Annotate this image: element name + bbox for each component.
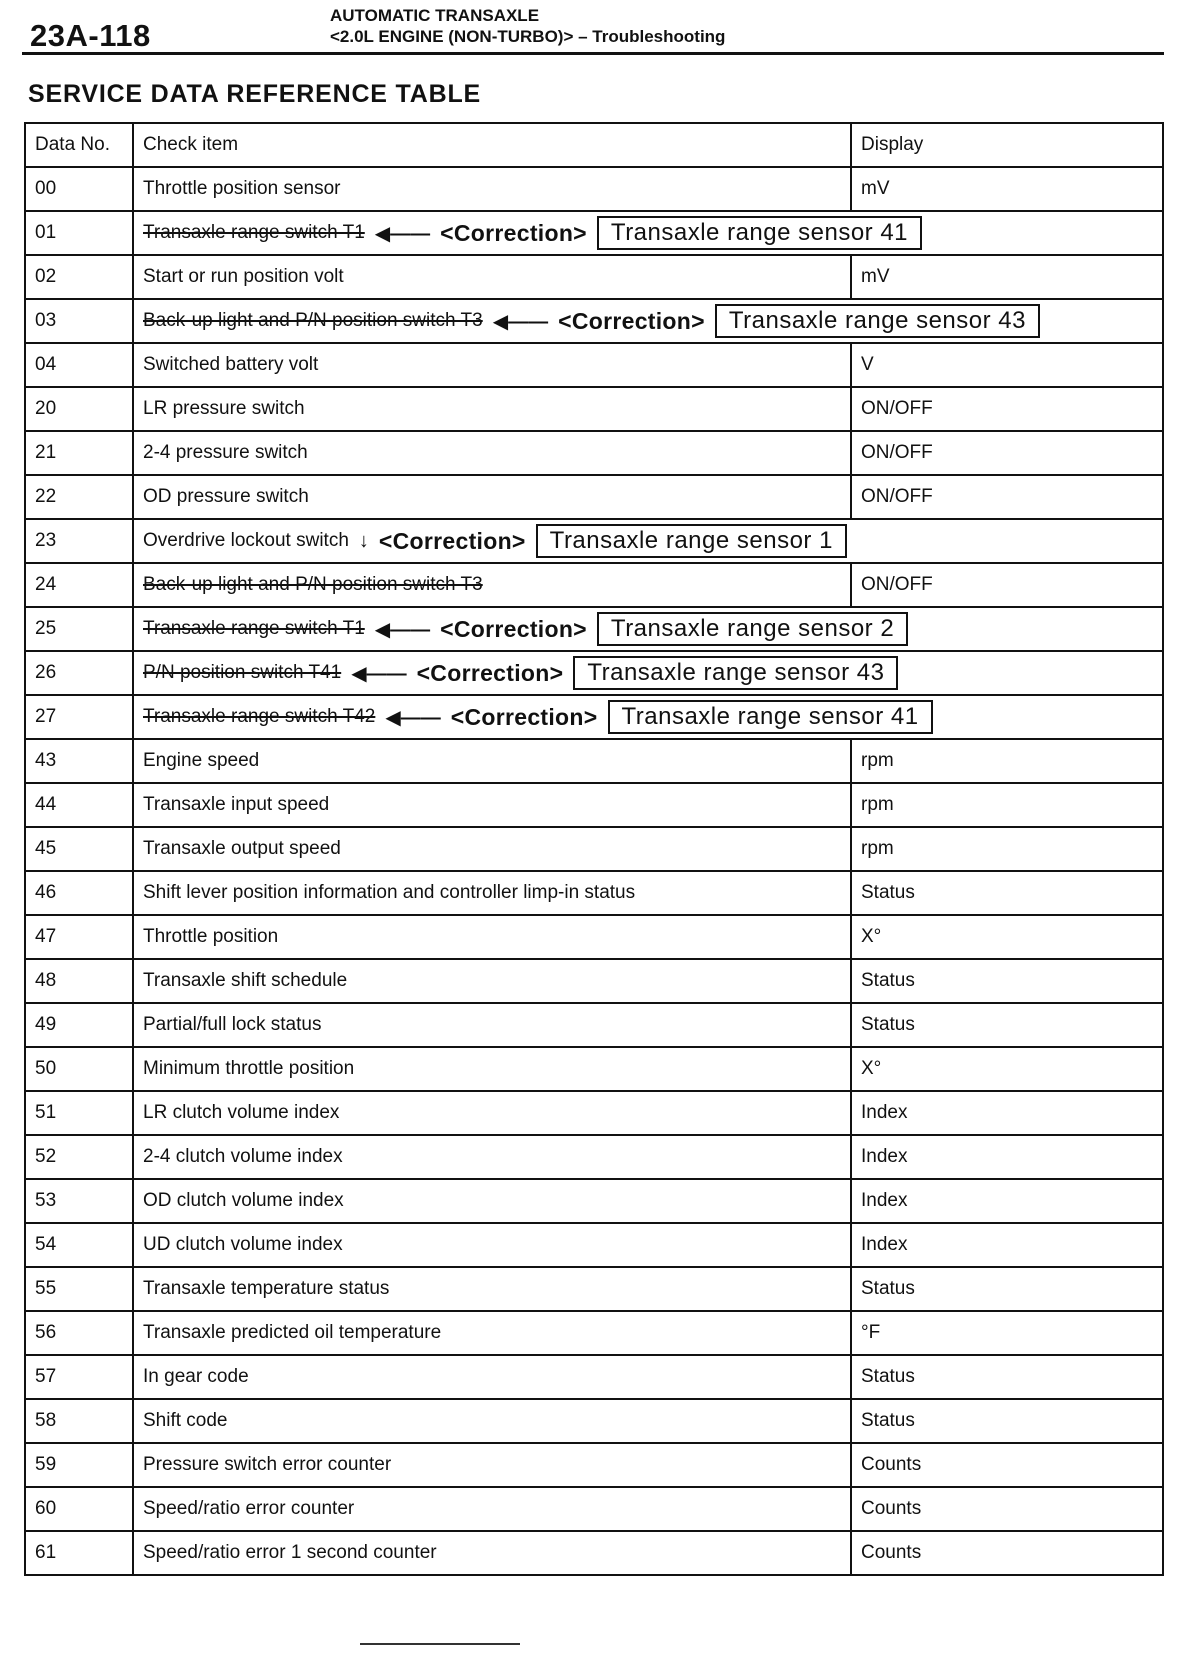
correction-label: <Correction> (558, 307, 705, 334)
table-row (25, 1355, 1163, 1399)
table-row (25, 1267, 1163, 1311)
display-cell: X° (851, 915, 1163, 959)
check-item-cell: Transaxle predicted oil temperature (133, 1311, 851, 1355)
check-item-cell: Transaxle temperature status (133, 1267, 851, 1311)
data-no-cell: 57 (25, 1355, 133, 1399)
data-no-cell: 25 (25, 607, 133, 651)
struck-item-text: Back-up light and P/N position switch T3 (143, 310, 483, 331)
display-cell: Counts (851, 1531, 1163, 1575)
table-row (25, 343, 1163, 387)
display-cell: ON/OFF (851, 431, 1163, 475)
display-cell: Status (851, 1399, 1163, 1443)
correction-label: <Correction> (378, 527, 526, 554)
data-no-cell: 55 (25, 1267, 133, 1311)
table-row (25, 1531, 1163, 1575)
data-no-cell: 22 (25, 475, 133, 519)
correction-arrow-down-icon: ↓ (358, 529, 369, 552)
data-no-cell: 49 (25, 1003, 133, 1047)
table-row-correction (25, 299, 1163, 343)
header-rule (22, 52, 1164, 55)
table-row (25, 959, 1163, 1003)
column-header-display: Display (851, 123, 1163, 167)
correction-arrow-icon: ◀—— (492, 310, 549, 333)
data-no-cell: 58 (25, 1399, 133, 1443)
data-no-cell: 03 (25, 299, 133, 343)
data-no-cell: 26 (25, 651, 133, 695)
display-cell: rpm (851, 783, 1163, 827)
display-cell: Index (851, 1091, 1163, 1135)
data-no-cell: 54 (25, 1223, 133, 1267)
check-item-text: Overdrive lockout switch (143, 530, 349, 551)
check-item-cell: Speed/ratio error 1 second counter (133, 1531, 851, 1575)
table-row-correction (25, 607, 1163, 651)
table-row (25, 1487, 1163, 1531)
data-no-cell: 21 (25, 431, 133, 475)
correction-replacement: Transaxle range sensor 43 (715, 304, 1040, 338)
section-title: SERVICE DATA REFERENCE TABLE (28, 80, 481, 108)
data-no-cell: 48 (25, 959, 133, 1003)
check-item-cell: LR clutch volume index (133, 1091, 851, 1135)
display-cell: Counts (851, 1443, 1163, 1487)
correction-arrow-icon: ◀—— (374, 222, 431, 245)
table-row (25, 739, 1163, 783)
data-no-cell: 23 (25, 519, 133, 563)
display-cell: V (851, 343, 1163, 387)
table-row (25, 431, 1163, 475)
data-no-cell: 47 (25, 915, 133, 959)
table-row (25, 255, 1163, 299)
check-item-cell: OD clutch volume index (133, 1179, 851, 1223)
check-item-cell: Transaxle output speed (133, 827, 851, 871)
table-row (25, 1135, 1163, 1179)
struck-item-text: P/N position switch T41 (143, 662, 342, 683)
display-cell: ON/OFF (851, 563, 1163, 607)
check-item-cell: Shift code (133, 1399, 851, 1443)
check-item-cell: Throttle position sensor (133, 167, 851, 211)
service-data-table (24, 122, 1164, 1576)
correction-arrow-icon: ◀—— (351, 662, 407, 685)
correction-label: <Correction> (440, 615, 587, 642)
table-row (25, 1311, 1163, 1355)
display-cell: Status (851, 1355, 1163, 1399)
check-item-cell: LR pressure switch (133, 387, 851, 431)
data-no-cell: 01 (25, 211, 133, 255)
correction-replacement: Transaxle range sensor 41 (597, 216, 922, 250)
correction-replacement: Transaxle range sensor 2 (597, 612, 908, 646)
display-cell: Counts (851, 1487, 1163, 1531)
column-header-data-no: Data No. (25, 123, 133, 167)
check-item-cell: 2-4 clutch volume index (133, 1135, 851, 1179)
check-item-cell: In gear code (133, 1355, 851, 1399)
display-cell: ON/OFF (851, 387, 1163, 431)
page-number: 23A-118 (30, 18, 151, 53)
table-row-correction (25, 651, 1163, 695)
table-row (25, 475, 1163, 519)
table-row-correction (25, 519, 1163, 563)
display-cell: Status (851, 1003, 1163, 1047)
table-row (25, 563, 1163, 607)
display-cell: Index (851, 1223, 1163, 1267)
header-title-line1: AUTOMATIC TRANSAXLE (330, 6, 540, 25)
data-no-cell: 24 (25, 563, 133, 607)
check-item-cell: Speed/ratio error counter (133, 1487, 851, 1531)
page-bottom-rule (360, 1643, 520, 1645)
check-item-cell: OD pressure switch (133, 475, 851, 519)
table-row (25, 827, 1163, 871)
struck-item-text: Transaxle range switch T42 (143, 706, 376, 727)
struck-item-text: Transaxle range switch T1 (143, 618, 365, 639)
data-no-cell: 44 (25, 783, 133, 827)
struck-item-text: Transaxle range switch T1 (143, 222, 365, 243)
data-no-cell: 27 (25, 695, 133, 739)
display-cell: °F (851, 1311, 1163, 1355)
table-row (25, 387, 1163, 431)
display-cell: X° (851, 1047, 1163, 1091)
data-no-cell: 20 (25, 387, 133, 431)
data-no-cell: 46 (25, 871, 133, 915)
check-item-cell: Minimum throttle position (133, 1047, 851, 1091)
table-row (25, 783, 1163, 827)
table-row (25, 1223, 1163, 1267)
check-item-cell: Transaxle input speed (133, 783, 851, 827)
correction-cell (133, 519, 1163, 563)
correction-cell (133, 211, 1163, 255)
data-no-cell: 59 (25, 1443, 133, 1487)
check-item-cell: Pressure switch error counter (133, 1443, 851, 1487)
correction-label: <Correction> (440, 219, 587, 246)
table-row (25, 871, 1163, 915)
correction-cell (133, 607, 1163, 651)
check-item-cell: Shift lever position information and controller limp-in status (133, 871, 851, 915)
table-header-row (25, 123, 1163, 167)
correction-replacement: Transaxle range sensor 41 (608, 700, 933, 734)
header-title (330, 5, 725, 47)
table-row-correction (25, 211, 1163, 255)
table-row (25, 1003, 1163, 1047)
data-no-cell: 60 (25, 1487, 133, 1531)
data-no-cell: 53 (25, 1179, 133, 1223)
display-cell: ON/OFF (851, 475, 1163, 519)
correction-cell (133, 695, 1163, 739)
struck-item-text: Back-up light and P/N position switch T3 (143, 574, 483, 595)
check-item-cell: Start or run position volt (133, 255, 851, 299)
correction-label: <Correction> (450, 703, 598, 730)
display-cell: Status (851, 871, 1163, 915)
display-cell: mV (851, 255, 1163, 299)
table-row (25, 1047, 1163, 1091)
data-no-cell: 61 (25, 1531, 133, 1575)
display-cell: mV (851, 167, 1163, 211)
check-item-cell: 2-4 pressure switch (133, 431, 851, 475)
data-no-cell: 45 (25, 827, 133, 871)
correction-replacement: Transaxle range sensor 43 (573, 656, 898, 690)
table-row (25, 915, 1163, 959)
table-row (25, 167, 1163, 211)
display-cell: rpm (851, 739, 1163, 783)
data-no-cell: 02 (25, 255, 133, 299)
display-cell: Status (851, 959, 1163, 1003)
data-no-cell: 56 (25, 1311, 133, 1355)
check-item-cell: Engine speed (133, 739, 851, 783)
display-cell: Status (851, 1267, 1163, 1311)
table-row (25, 1179, 1163, 1223)
check-item-cell: Throttle position (133, 915, 851, 959)
check-item-cell: Transaxle shift schedule (133, 959, 851, 1003)
table-row-correction (25, 695, 1163, 739)
correction-arrow-icon: ◀—— (374, 618, 431, 641)
data-no-cell: 00 (25, 167, 133, 211)
display-cell: rpm (851, 827, 1163, 871)
check-item-cell: Partial/full lock status (133, 1003, 851, 1047)
header-title-line2: <2.0L ENGINE (NON-TURBO)> – Troubleshooting (330, 27, 726, 46)
correction-label: <Correction> (416, 659, 564, 686)
column-header-check-item: Check item (133, 123, 851, 167)
display-cell: Index (851, 1179, 1163, 1223)
table-row (25, 1399, 1163, 1443)
check-item-cell: Switched battery volt (133, 343, 851, 387)
correction-replacement: Transaxle range sensor 1 (536, 524, 847, 558)
table-row (25, 1091, 1163, 1135)
data-no-cell: 43 (25, 739, 133, 783)
table-row (25, 1443, 1163, 1487)
data-no-cell: 04 (25, 343, 133, 387)
correction-cell (133, 299, 1163, 343)
correction-arrow-icon: ◀—— (385, 706, 441, 729)
display-cell: Index (851, 1135, 1163, 1179)
correction-cell (133, 651, 1163, 695)
data-no-cell: 50 (25, 1047, 133, 1091)
check-item-cell: UD clutch volume index (133, 1223, 851, 1267)
check-item-cell (133, 563, 851, 607)
data-no-cell: 51 (25, 1091, 133, 1135)
data-no-cell: 52 (25, 1135, 133, 1179)
